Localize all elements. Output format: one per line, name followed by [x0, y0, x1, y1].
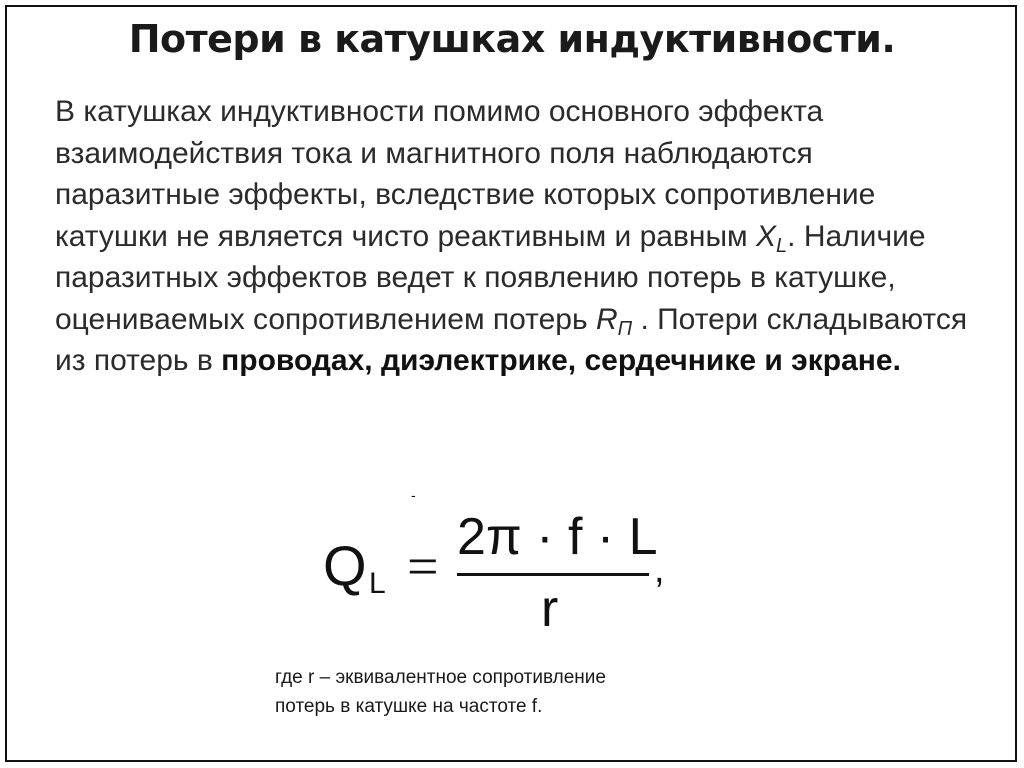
- formula-lhs: Q: [323, 534, 367, 597]
- q-factor-formula: [307, 487, 727, 657]
- formula-note: [275, 663, 606, 721]
- formula-tick-mark: -: [411, 487, 416, 503]
- formula-comma: ,: [654, 549, 665, 591]
- body-text-bold: проводах, диэлектрике, сердечнике и экране.: [221, 344, 901, 377]
- note-line-2: потерь в катушке на частоте f.: [275, 696, 543, 717]
- body-text-part-2: . Наличие паразитных эффектов ведет к появлению потерь в катушке, оцениваемых сопротивлением потерь: [55, 219, 926, 336]
- body-text-part-1: В катушках индуктивности помимо основного эффекта взаимодействия тока и магнитного поля наблюдаются паразитные эффекты, вследствие которых сопротивление катушки не является чисто реактивным и равным: [55, 95, 876, 253]
- note-line-1: где r – эквивалентное сопротивление: [275, 667, 606, 688]
- body-text-part-3: . Потери складываются из потерь в: [55, 302, 968, 377]
- formula-numerator: 2π · f · L: [457, 508, 658, 566]
- rp-variable: R: [595, 302, 618, 336]
- xl-subscript: L: [776, 234, 788, 257]
- slide: [5, 5, 1017, 762]
- body-paragraph: [55, 91, 985, 382]
- formula-equals: =: [407, 536, 439, 598]
- fraction-bar: [457, 573, 649, 576]
- slide-title: Потери в катушках индуктивности.: [128, 17, 896, 61]
- formula-denominator: r: [541, 580, 559, 638]
- rp-subscript: П: [617, 317, 633, 340]
- xl-variable: X: [756, 219, 777, 253]
- formula-lhs-subscript: L: [369, 567, 386, 600]
